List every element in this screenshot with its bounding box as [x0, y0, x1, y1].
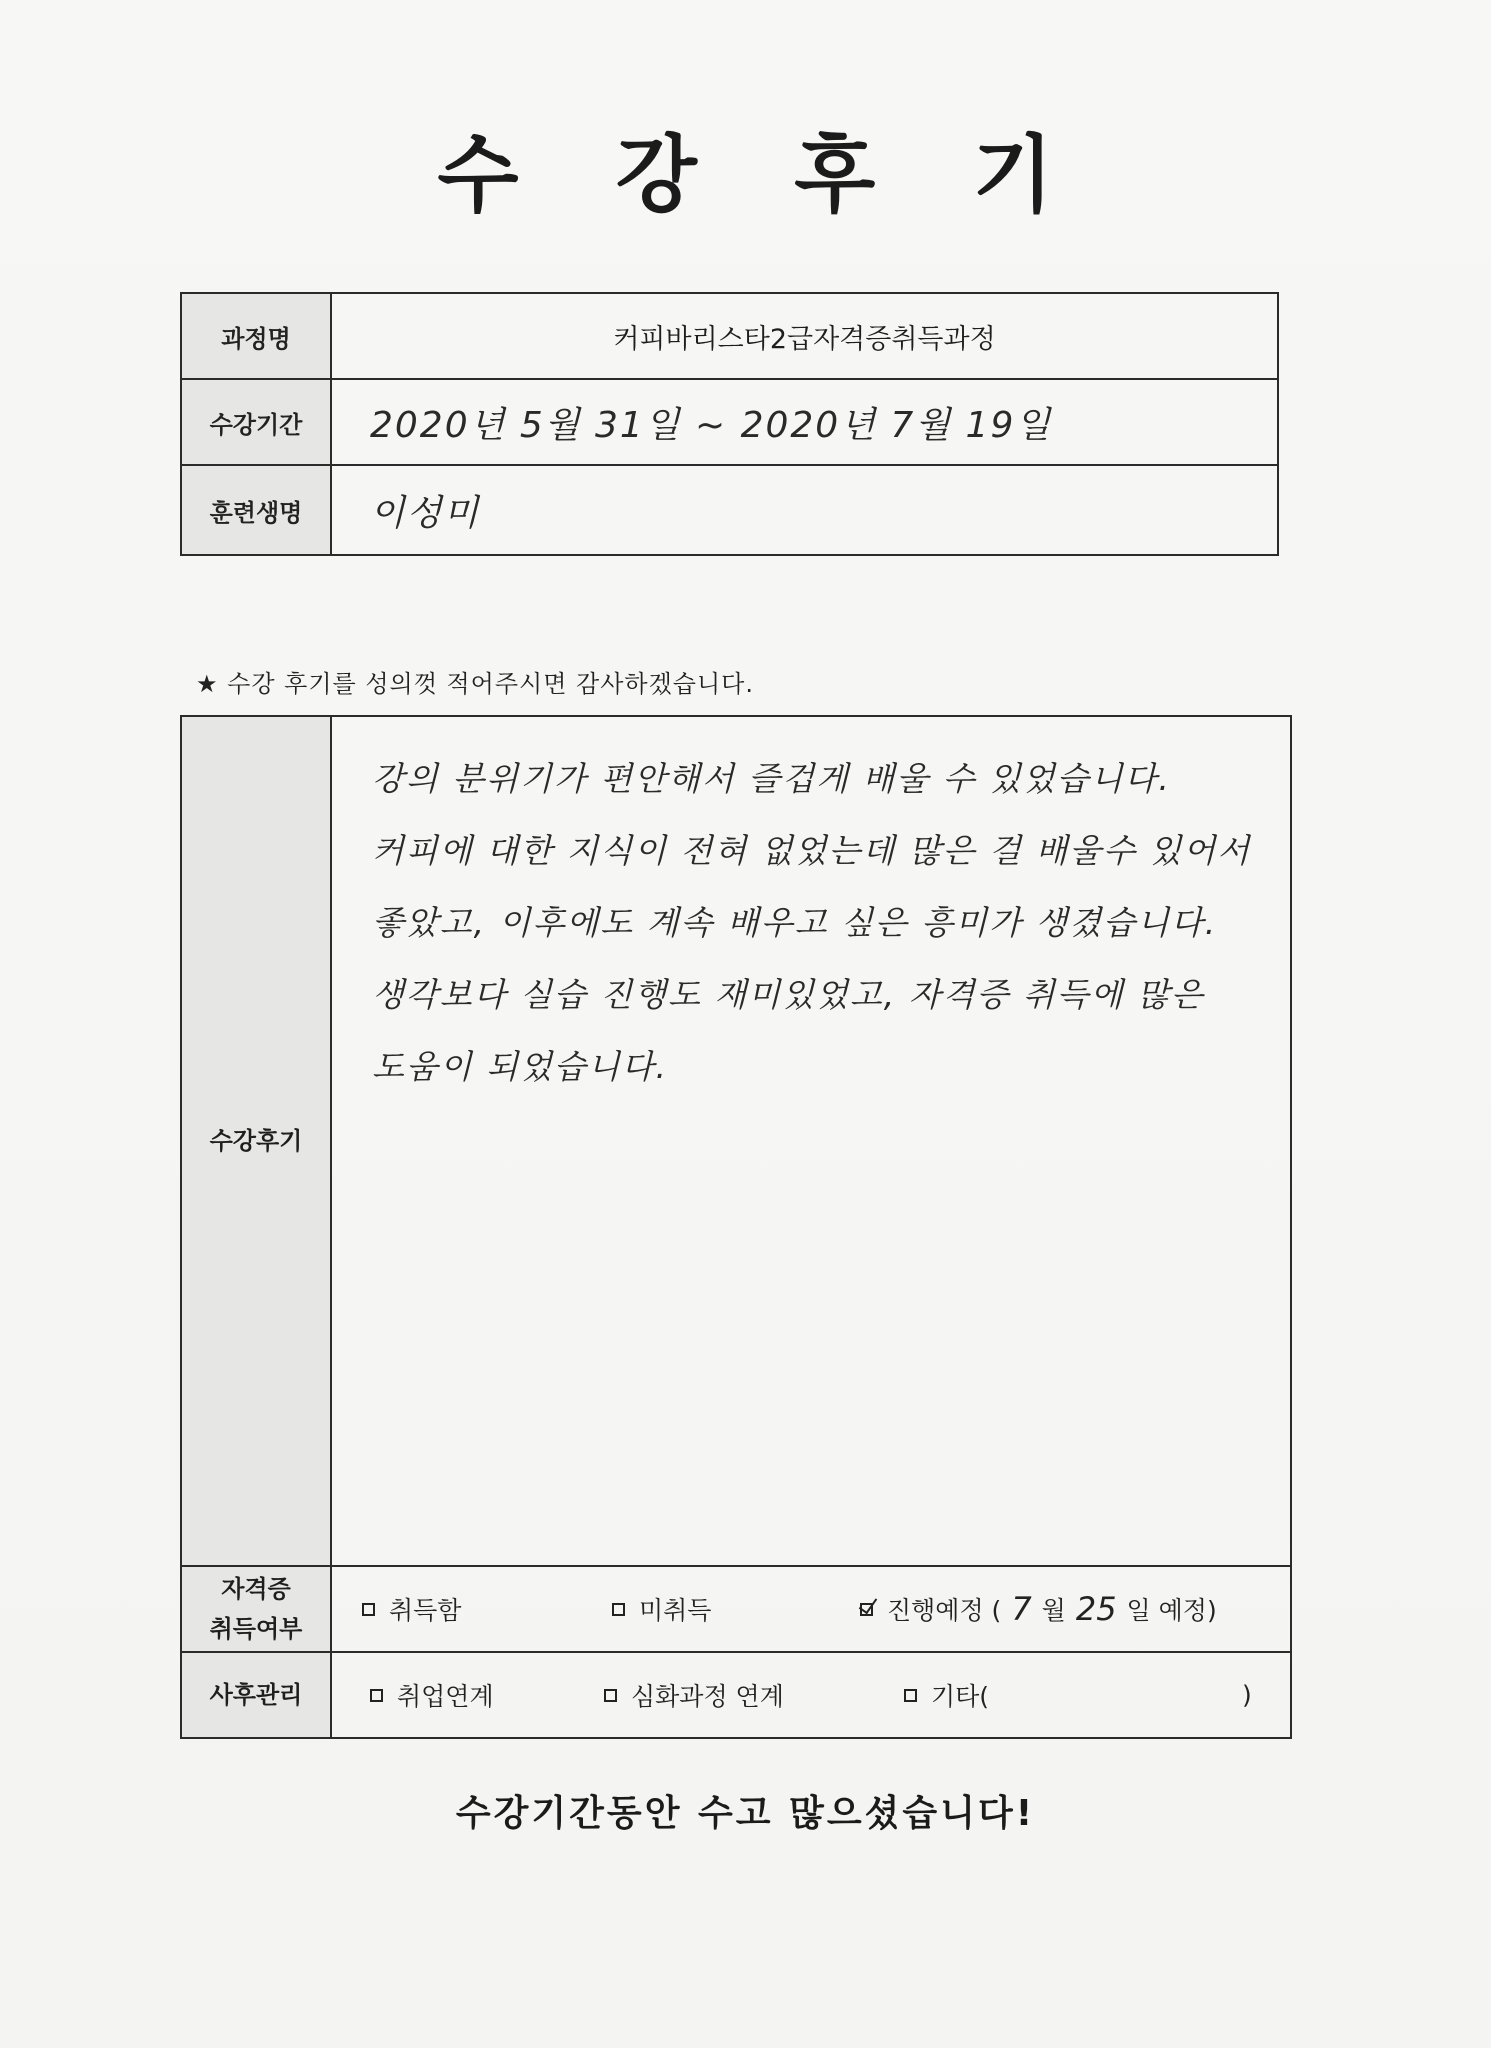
certificate-options [332, 1567, 1290, 1651]
review-line: 커피에 대한 지식이 전혀 없었는데 많은 걸 배울수 있어서 [372, 831, 1252, 870]
review-table [180, 715, 1292, 1739]
checkbox-not-acquired[interactable] [612, 1603, 625, 1616]
planned-suffix: 일 예정) [1126, 1596, 1217, 1625]
option-job-link[interactable] [370, 1677, 494, 1713]
info-row-course [182, 294, 1277, 380]
option-not-acquired[interactable] [612, 1591, 711, 1627]
planned-month: 7 [1011, 1590, 1032, 1628]
review-line: 도움이 되었습니다. [372, 1047, 669, 1086]
checkbox-acquired[interactable] [362, 1603, 375, 1616]
review-line: 생각보다 실습 진행도 재미있었고, 자격증 취득에 많은 [372, 975, 1205, 1014]
aftercare-row [182, 1653, 1290, 1737]
course-label: 과정명 [182, 294, 332, 378]
closing-message: 수강기간동안 수고 많으셨습니다! [455, 1793, 1036, 1834]
review-text-area [332, 717, 1290, 1565]
month-unit: 월 [1041, 1596, 1066, 1625]
trainee-value: 이성미 [370, 492, 481, 534]
review-label: 수강후기 [182, 717, 332, 1565]
option-acquired-label: 취득함 [389, 1596, 462, 1625]
option-job-link-label: 취업연계 [397, 1682, 494, 1711]
review-row [182, 717, 1290, 1567]
trainee-label: 훈련생명 [182, 466, 332, 554]
notice-text: ★ 수강 후기를 성의껏 적어주시면 감사하겠습니다. [196, 670, 754, 698]
option-not-acquired-label: 미취득 [639, 1596, 712, 1625]
planned-day: 25 [1075, 1590, 1117, 1628]
aftercare-label: 사후관리 [182, 1653, 332, 1737]
option-planned[interactable] [860, 1590, 1217, 1628]
certificate-label-line1: 자격증 [221, 1575, 291, 1603]
course-value: 커피바리스타2급자격증취득과정 [613, 323, 996, 355]
certificate-label [182, 1567, 332, 1651]
info-row-trainee [182, 466, 1277, 554]
option-advanced-course-label: 심화과정 연계 [631, 1682, 784, 1711]
checkbox-advanced-course[interactable] [604, 1689, 617, 1702]
checkbox-planned[interactable] [860, 1603, 873, 1616]
review-line: 좋았고, 이후에도 계속 배우고 싶은 흥미가 생겼습니다. [372, 903, 1218, 942]
review-line: 강의 분위기가 편안해서 즐겁게 배울 수 있었습니다. [372, 759, 1171, 798]
period-value: 2020년 5월 31일 ~ 2020년 7월 19일 [370, 404, 1053, 446]
info-table [180, 292, 1279, 556]
document-title: 수 강 후 기 [437, 126, 1088, 224]
option-other-close-paren: ) [1242, 1680, 1252, 1710]
option-advanced-course[interactable] [604, 1677, 784, 1713]
checkbox-job-link[interactable] [370, 1689, 383, 1702]
option-other[interactable] [904, 1677, 989, 1713]
option-other-label: 기타( [931, 1682, 990, 1711]
aftercare-options [332, 1653, 1290, 1737]
option-acquired[interactable] [362, 1591, 461, 1627]
certificate-label-line2: 취득여부 [209, 1615, 303, 1643]
info-row-period [182, 380, 1277, 466]
certificate-row [182, 1567, 1290, 1653]
option-planned-label: 진행예정 ( [887, 1596, 1002, 1625]
option-other-close [1242, 1681, 1252, 1710]
period-label: 수강기간 [182, 380, 332, 464]
checkbox-other[interactable] [904, 1689, 917, 1702]
